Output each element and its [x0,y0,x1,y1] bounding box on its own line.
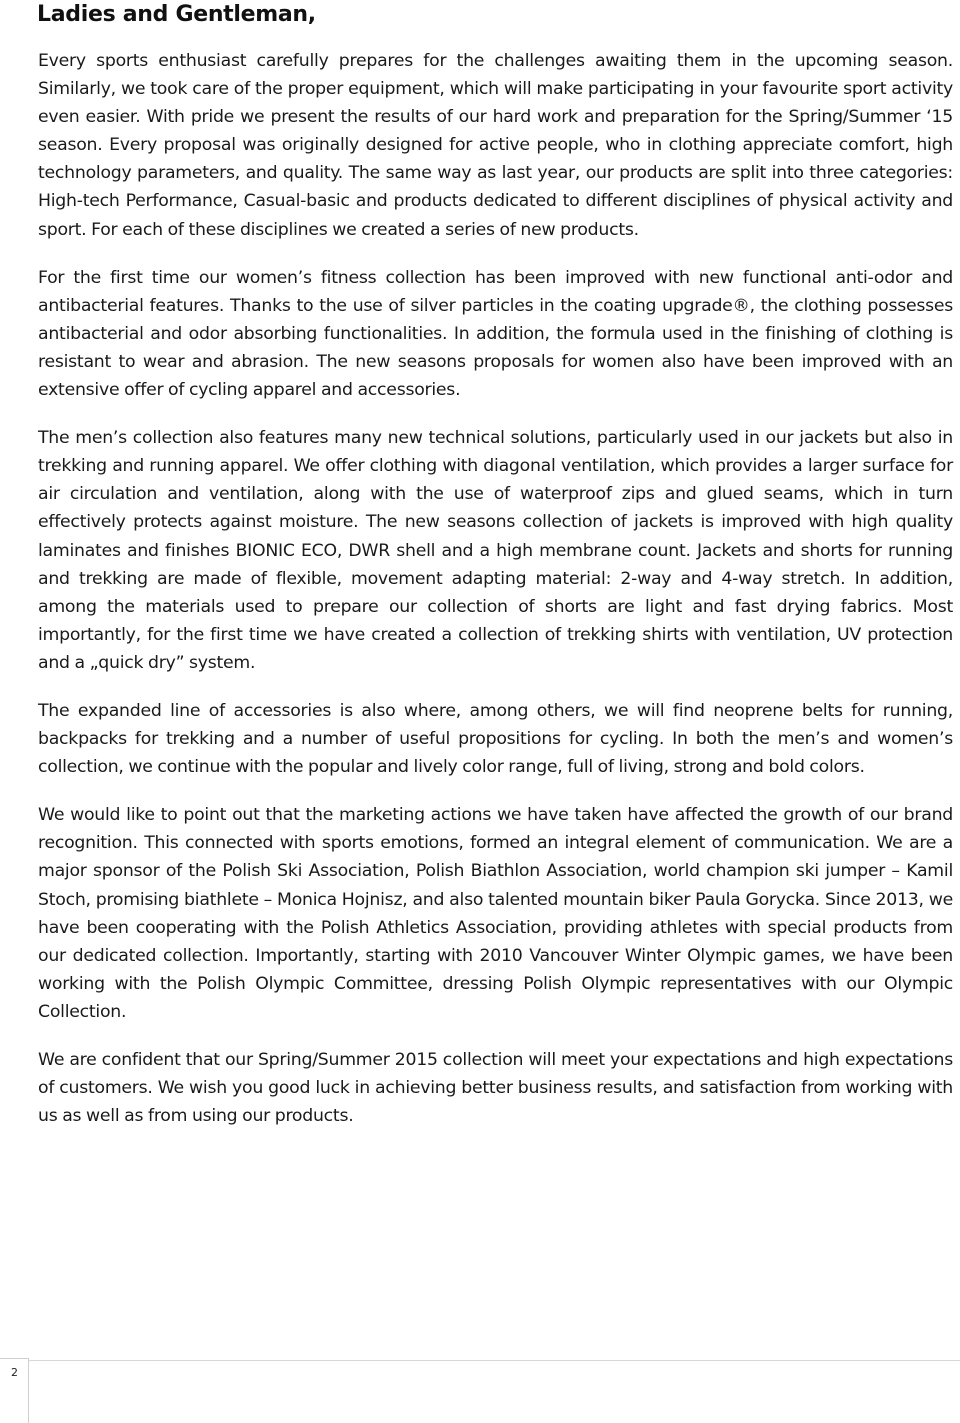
letter-body [38,47,953,1150]
paragraph-womens-collection: For the first time our women’s fitness collection has been improved with new functional anti-odor and antibacterial features. Thanks to the use of silver particles in the coating upgrade®, the clothing possesses antibacterial and odor absorbing functionalities. In addition, the formula used in the finishing of clothing is resistant to wear and abrasion. The new seasons proposals for women also have been improved with an extensive offer of cycling apparel and accessories. [38,267,953,401]
paragraph-intro: Every sports enthusiast carefully prepares for the challenges awaiting them in the upcoming season. Similarly, we took care of the proper equipment, which will make participating in your favourite sport activity even easier. With pride we present the results of our hard work and preparation for the Spring/Summer ‘15 season. Every proposal was originally designed for active people, who in clothing appreciate comfort, high technology parameters, and quality. The same way as last year, our products are split into three categories: High-tech Performance, Casual-basic and products dedicated to different disciplines of physical activity and sport. For each of these disciplines we created a series of new products. [38,51,953,240]
paragraph-accessories: The expanded line of accessories is also where, among others, we will find neoprene belts for running, backpacks for trekking and a number of useful propositions for cycling. In both the men’s and women’s collection, we continue with the popular and lively color range, full of living, strong and bold colors. [38,700,953,778]
paragraph-mens-collection: The men’s collection also features many new technical solutions, particularly used in our jackets but also in trekking and running apparel. We offer clothing with diagonal ventilation, which provides a larger surface for air circulation and ventilation, along with the use of waterproof zips and glued seams, which in turn effectively protects against moisture. The new seasons collection of jackets is improved with high quality laminates and finishes BIONIC ECO, DWR shell and a high membrane count. Jackets and shorts for running and trekking are made of flexible, movement adapting material: 2-way and 4-way stretch. In addition, among the materials used to prepare our collection of shorts are light and fast drying fabrics. Most importantly, for the first time we have created a collection of trekking shirts with ventilation, UV protection and a „quick dry” system. [38,428,953,673]
page-title: Ladies and Gentleman, [37,2,316,27]
footer-divider [29,1360,960,1361]
paragraph-closing: We are confident that our Spring/Summer 2015 collection will meet your expectations and high expectations of customers. We wish you good luck in achieving better business results, and satisfaction from working with us as well as from using our products. [38,1050,953,1127]
paragraph-marketing: We would like to point out that the marketing actions we have taken have affected the growth of our brand recognition. This connected with sports emotions, formed an integral element of communication. We are a major sponsor of the Polish Ski Association, Polish Biathlon Association, world champion ski jumper – Kamil Stoch, promising biathlete – Monica Hojnisz, and also talented mountain biker Paula Gorycka. Since 2013, we have been cooperating with the Polish Athletics Association, providing athletes with special products from our dedicated collection. Importantly, starting with 2010 Vancouver Winter Olympic games, we have been working with the Polish Olympic Committee, dressing Polish Olympic representatives with our Olympic Collection. [38,805,953,1022]
page-number: 2 [11,1366,18,1379]
